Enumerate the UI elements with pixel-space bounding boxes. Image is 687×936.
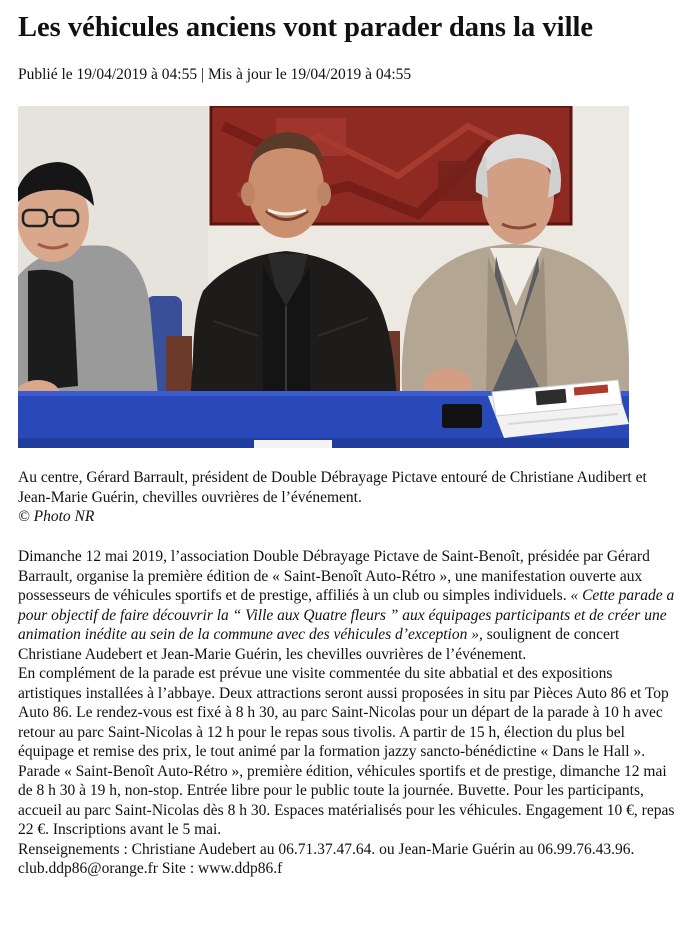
photo-phone: [442, 404, 482, 428]
article-paragraph-4: Renseignements : Christiane Audebert au 06.71.37.47.64. ou Jean-Marie Guérin au 06.99.76.43.96. club.ddp86@orange.fr Site : www.ddp86.f: [18, 840, 635, 877]
article-p1-lead: Dimanche 12 mai 2019, l’association Double Débrayage Pictave de Saint-Benoît, présidée par Gérard Barrault, organise la première édition de « Saint-Benoît Auto-Rétro », une manifestation ouverte aux possesseurs de véhicules sportifs et de prestige, affiliés à un club ou simples individuels.: [18, 548, 650, 604]
article-paragraph-1: [18, 547, 678, 664]
photo-caption: [18, 468, 668, 527]
article-photo: [18, 106, 629, 448]
publication-dateline: Publié le 19/04/2019 à 04:55 | Mis à jour le 19/04/2019 à 04:55: [18, 66, 412, 83]
photo-credit: © Photo NR: [18, 508, 95, 526]
article-p1-quote: « Cette parade a pour objectif de faire découvrir la “ Ville aux Quatre fleurs ” aux équipages participants et de créer une animation inédite au sein de la commune avec des véhicules d’exception »,: [18, 587, 675, 643]
article-paragraph-3: Parade « Saint-Benoît Auto-Rétro », première édition, véhicules sportifs et de prestige, dimanche 12 mai de 8 h 30 à 19 h, non-stop. Entrée libre pour le public toute la journée. Buvette. Pour les participants, accueil au parc Saint-Nicolas dès 8 h 30. Espaces matérialisés pour les véhicules. Engagement 10 €, repas 22 €. Inscriptions avant le 5 mai.: [18, 762, 675, 838]
article-body: [18, 547, 678, 879]
article-p1-tail: soulignent de concert Christiane Audebert et Jean-Marie Guérin, les chevilles ouvrières de l’événement.: [18, 626, 620, 663]
article-title: Les véhicules anciens vont parader dans la ville: [18, 12, 594, 43]
photo-caption-text: Au centre, Gérard Barrault, président de Double Débrayage Pictave entouré de Christiane Audibert et Jean-Marie Guérin, chevilles ouvrières de l’événement.: [18, 469, 647, 506]
article-paragraph-2: En complément de la parade est prévue une visite commentée du site abbatial et des expositions artistiques installées à l’abbaye. Deux attractions seront aussi proposées in situ par Pièces Auto 86 et Top Auto 86. Le rendez-vous est fixé à 8 h 30, au parc Saint-Nicolas pour un départ de la parade à 10 h avec retour au parc Saint-Nicolas à 12 h pour le repas sous tivolis. A partir de 15 h, élection du plus bel équipage et remise des prix, le tout animé par la formation jazzy sancto-bénédictine « Dans le Hall ».: [18, 665, 669, 760]
